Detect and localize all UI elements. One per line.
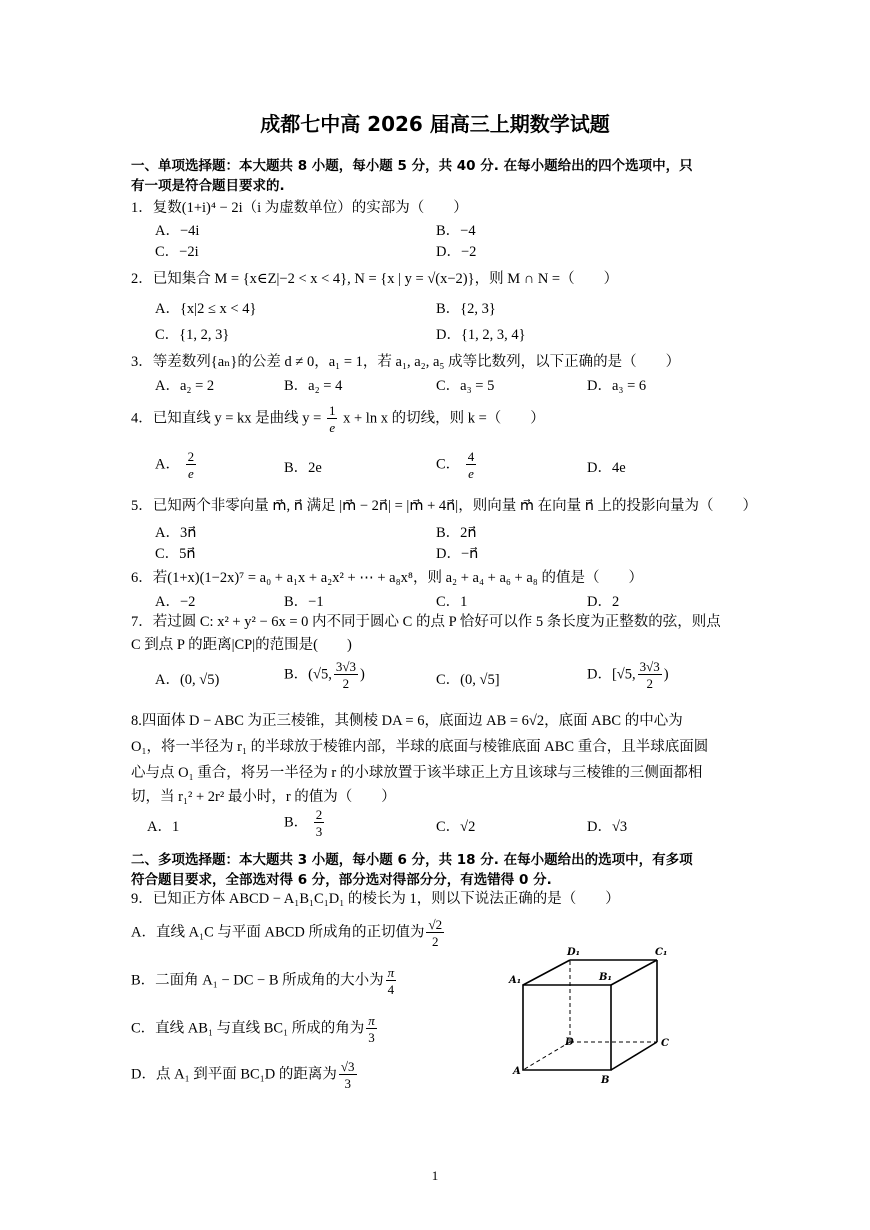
q6-option-c: C．1 (436, 594, 468, 610)
q4-stem (131, 404, 545, 434)
fraction-numerator: 4 (467, 449, 475, 464)
q6-option-d: D．2 (587, 594, 620, 610)
q4-option-c (436, 450, 478, 480)
fraction-denominator: 2 (342, 676, 350, 691)
option-pre: B．(√5, (284, 666, 332, 683)
q2-option-c: C．{1, 2, 3} (155, 327, 230, 343)
fraction-denominator: 2 (646, 676, 653, 691)
edge-bc (611, 1042, 657, 1070)
q4-stem-post: x + ln x 的切线，则 k =（ ） (343, 410, 545, 427)
q9-stem: 9．已知正方体 ABCD − A₁B₁C₁D₁ 的棱长为 1，则以下说法正确的是（ ） (131, 891, 620, 907)
fraction-denominator: 4 (387, 982, 395, 997)
q1-option-d: D．−2 (436, 244, 477, 260)
q4-option-c-fraction (466, 450, 477, 480)
label-c: C (661, 1038, 669, 1049)
q4-option-d: D．4e (587, 460, 626, 476)
page-number: 1 (431, 1168, 439, 1183)
label-a: A (513, 1066, 521, 1077)
fraction-denominator: 3 (368, 1030, 375, 1045)
q8-stem-line3: 心与点 O₁ 重合，将另一半径为 r 的小球放置于该半球正上方且该球与三棱锥的三侧面都相 (131, 765, 703, 781)
q7-option-b (284, 660, 365, 690)
edge-b1c1 (611, 960, 657, 985)
fraction-denominator: 3 (315, 824, 323, 839)
q1-option-c: C．−2i (155, 244, 199, 260)
front-face (523, 985, 611, 1070)
fraction-denominator: e (329, 420, 336, 435)
option-label: C． (436, 456, 461, 473)
q9-option-b (131, 966, 398, 996)
q4-stem-pre: 4．已知直线 y = kx 是曲线 y = (131, 410, 322, 427)
fraction-denominator: e (187, 466, 194, 481)
fraction-numerator: 1 (328, 403, 336, 418)
q8-option-a: A．1 (147, 819, 180, 835)
q7-stem-line1: 7．若过圆 C: x² + y² − 6x = 0 内不同于圆心 C 的点 P 恰好可以作 5 条长度为正整数的弦，则点 (131, 614, 721, 630)
q4-option-a-fraction (186, 450, 197, 480)
fraction-numerator: 3√3 (639, 659, 660, 674)
q9-option-d (131, 1060, 359, 1090)
q5-option-d: D．−n⃗ (436, 546, 479, 562)
q3-option-c: C．a₃ = 5 (436, 378, 495, 394)
q7-option-c: C．(0, √5] (436, 672, 500, 688)
option-text: C．直线 AB₁ 与直线 BC₁ 所成的角为 (131, 1020, 365, 1037)
label-c1: C₁ (655, 947, 668, 958)
option-label: B． (284, 814, 309, 831)
q7-option-b-fraction (334, 660, 358, 690)
q8-option-d: D．√3 (587, 819, 628, 835)
q8-stem-line4: 切，当 r₁² + 2r² 最小时，r 的值为（ ） (131, 789, 396, 805)
edge-a1d1 (523, 960, 570, 985)
q3-option-b: B．a₂ = 4 (284, 378, 343, 394)
fraction-numerator: π (368, 1013, 375, 1028)
option-pre: D．[√5, (587, 666, 636, 683)
q6-stem: 6．若(1+x)(1−2x)⁷ = a₀ + a₁x + a₂x² + ⋯ + a₈x⁸，则 a₂ + a₄ + a₆ + a₈ 的值是（ ） (131, 570, 643, 586)
fraction-numerator: 3√3 (335, 659, 356, 674)
q4-option-b: B．2e (284, 460, 322, 476)
cube-figure (505, 940, 685, 1090)
q2-option-d: D．{1, 2, 3, 4} (436, 327, 526, 343)
option-text: B．二面角 A₁ − DC − B 所成角的大小为 (131, 972, 384, 989)
q8-stem-line1: 8.四面体 D − ABC 为正三棱锥，其侧棱 DA = 6，底面边 AB = 6√2，底面 ABC 的中心为 (131, 713, 683, 729)
option-post: ) (663, 666, 669, 683)
section1-header-line1: 一、单项选择题：本大题共 8 小题，每小题 5 分，共 40 分. 在每小题给出的四个选项中，只 (131, 158, 693, 174)
q7-stem-line2: C 到点 P 的距离|CP|的范围是( ) (131, 637, 352, 653)
section2-header-line1: 二、多项选择题：本大题共 3 小题，每小题 6 分，共 18 分. 在每小题给出的选项中，有多项 (131, 852, 693, 868)
q9-option-a (131, 918, 446, 948)
q8-option-b-fraction (314, 808, 325, 838)
q8-option-c: C．√2 (436, 819, 476, 835)
option-text: A．直线 A₁C 与平面 ABCD 所成角的正切值为 (131, 924, 425, 941)
option-label: A． (155, 456, 180, 473)
q4-stem-fraction (327, 404, 338, 434)
fraction-numerator: π (387, 965, 395, 980)
edge-da (523, 1042, 570, 1070)
label-b: B (601, 1075, 610, 1086)
q6-option-a: A．−2 (155, 594, 196, 610)
q5-stem: 5．已知两个非零向量 m⃗, n⃗ 满足 |m⃗ − 2n⃗| = |m⃗ + 4n⃗|，则向量 m⃗ 在向量 n⃗ 上的投影向量为（ ） (131, 498, 758, 514)
q2-stem: 2．已知集合 M = {x∈Z|−2 < x < 4}, N = {x | y = √(x−2)}，则 M ∩ N =（ ） (131, 271, 619, 287)
label-b1: B₁ (599, 972, 612, 983)
q3-stem: 3．等差数列{aₙ}的公差 d ≠ 0，a₁ = 1，若 a₁, a₂, a₅ 成等比数列，以下正确的是（ ） (131, 354, 681, 370)
q9-option-c (131, 1014, 379, 1044)
q3-option-d: D．a₃ = 6 (587, 378, 647, 394)
fraction-numerator: 2 (315, 807, 323, 822)
cube-visible-edges (523, 960, 657, 1070)
fraction-denominator: e (468, 466, 474, 481)
q5-option-c: C．5n⃗ (155, 546, 196, 562)
fraction-denominator: 3 (344, 1076, 351, 1091)
q1-option-b: B．−4 (436, 223, 476, 239)
q3-option-a: A．a₂ = 2 (155, 378, 215, 394)
fraction-numerator: √3 (340, 1059, 355, 1074)
q8-option-b (284, 808, 326, 838)
q8-stem-line2: O₁，将一半径为 r₁ 的半球放于棱锥内部，半球的底面与棱锥底面 ABC 重合，且半球底面圆 (131, 739, 709, 755)
q9-option-b-fraction (386, 966, 397, 996)
q1-stem: 1．复数(1+i)⁴ − 2i（i 为虚数单位）的实部为（ ） (131, 200, 468, 216)
q7-option-d (587, 660, 669, 690)
label-d: D (565, 1037, 574, 1048)
q5-option-a: A．3n⃗ (155, 525, 197, 541)
q9-option-a-fraction (426, 918, 444, 948)
fraction-numerator: 2 (187, 449, 195, 464)
option-text: D．点 A₁ 到平面 BC₁D 的距离为 (131, 1066, 337, 1083)
q4-option-a (155, 450, 198, 480)
q7-option-a: A．(0, √5) (155, 672, 220, 688)
q5-option-b: B．2n⃗ (436, 525, 477, 541)
q7-option-d-fraction (638, 660, 662, 690)
q2-option-a: A．{x|2 ≤ x < 4} (155, 301, 257, 317)
q9-option-d-fraction (339, 1060, 357, 1090)
q9-option-c-fraction (366, 1014, 377, 1044)
fraction-denominator: 2 (432, 934, 439, 949)
label-d1: D₁ (567, 947, 581, 958)
section1-header-line2: 有一项是符合题目要求的. (131, 178, 285, 194)
page-title: 成都七中高 2026 届高三上期数学试题 (260, 112, 610, 136)
q1-option-a: A．−4i (155, 223, 200, 239)
option-post: ) (359, 666, 365, 683)
q2-option-b: B．{2, 3} (436, 301, 496, 317)
section2-header-line2: 符合题目要求，全部选对得 6 分，部分选对得部分分，有选错得 0 分. (131, 872, 552, 888)
fraction-numerator: √2 (428, 917, 443, 932)
label-a1: A₁ (509, 975, 522, 986)
q6-option-b: B．−1 (284, 594, 324, 610)
